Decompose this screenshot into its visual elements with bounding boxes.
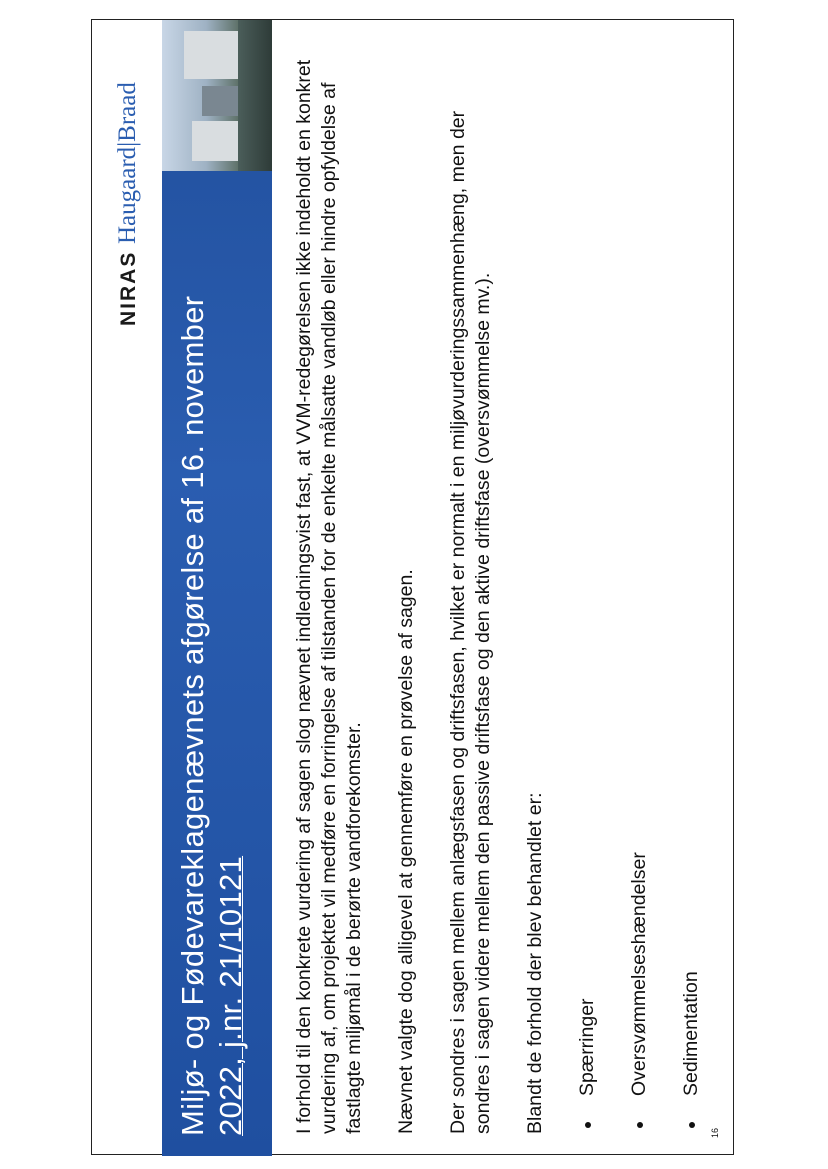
paragraph: I forhold til den konkrete vurdering af sagen slog nævnet indledningsvist fast, at VVM-redegørelsen ikke indeholdt en konkret vurdering af, om projektet vil medføre en forringelse af tilstanden for de enkelte målsatte vandløb eller hindre opfyldelse af fastlagte miljømål i de berørte vandforekomster. <box>293 59 365 1134</box>
paragraph: Der sondres i sagen mellem anlægsfasen og driftsfasen, hvilket er normalt i en miljøvurderingssammenhæng, men der sondres i sagen videre mellem den passive driftsfase og den aktive driftsfase (oversvømmelse mv.). <box>447 110 494 1134</box>
page-number: 16 <box>710 1127 720 1138</box>
bullet-list <box>575 54 704 1134</box>
slide <box>92 20 735 1156</box>
body-text <box>292 54 731 1134</box>
slide-frame <box>91 19 734 1155</box>
bullet-item: Oversvømmelseshændelser <box>627 54 652 1134</box>
haugaard-braad-logo: Haugaard|Braad <box>114 82 141 244</box>
bullet-item: Spærringer <box>575 54 600 1134</box>
title-line-2: 2022, j.nr. 21/10121 <box>213 855 248 1136</box>
title-line-1: Miljø- og Fødevareklagenævnets afgørelse af 16. november <box>175 295 210 1136</box>
paragraph: Nævnet valgte dog alligevel at gennemføre en prøvelse af sagen. <box>395 569 417 1134</box>
bullet-item: Sedimentation <box>679 54 704 1134</box>
paragraph: Blandt de forhold der blev behandlet er: <box>524 792 546 1134</box>
page-title <box>174 136 250 1136</box>
niras-logo: NIRAS <box>117 250 140 326</box>
